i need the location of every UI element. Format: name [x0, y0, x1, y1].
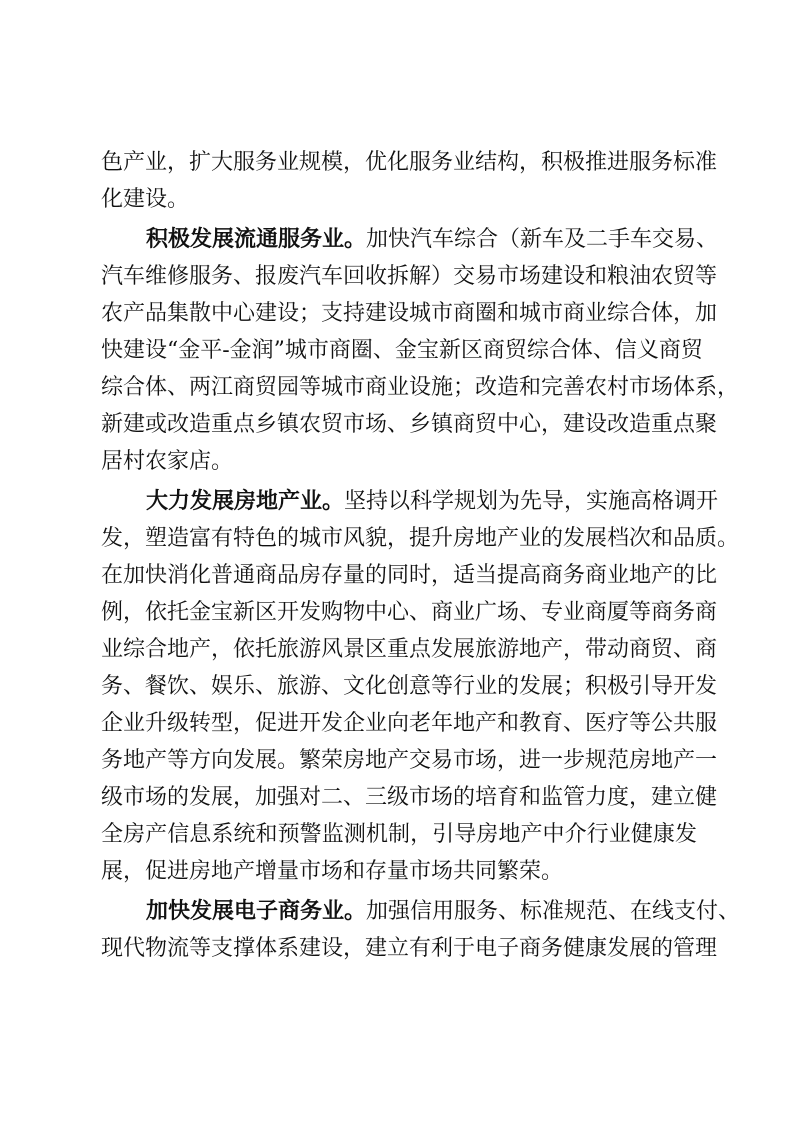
- text-line: 展，促进房地产增量市场和存量市场共同繁荣。: [101, 859, 564, 884]
- text-line: [101, 483, 719, 520]
- text-line: 级市场的发展，加强对二、三级市场的培育和监管力度，建立健: [101, 785, 718, 810]
- paragraph-e-commerce: [101, 893, 741, 967]
- text-line: 发，塑造富有特色的城市风貌，提升房地产业的发展档次和品质。: [101, 526, 740, 551]
- text-line: 快建设“金平-金润”城市商圈、金宝新区商贸综合体、信义商贸: [101, 338, 703, 363]
- text-line: 新建或改造重点乡镇农贸市场、乡镇商贸中心，建设改造重点聚: [101, 412, 718, 437]
- text-line: 务地产等方向发展。繁荣房地产交易市场，进一步规范房地产一: [101, 748, 718, 773]
- text-line: 居村农家店。: [101, 449, 234, 474]
- paragraph-service-standardization: [101, 144, 718, 218]
- text-line: 务、餐饮、娱乐、旅游、文化创意等行业的发展；积极引导开发: [101, 674, 718, 699]
- text-span: 坚持以科学规划为先导，实施高格调开: [344, 489, 719, 514]
- section-heading: 加快发展电子商务业。: [146, 898, 367, 924]
- text-line: 业综合地产，依托旅游风景区重点发展旅游地产，带动商贸、商: [101, 637, 718, 662]
- text-line: 例，依托金宝新区开发购物中心、商业广场、专业商厦等商务商: [101, 600, 718, 625]
- paragraph-circulation-services: [101, 221, 740, 480]
- text-line: 色产业，扩大服务业规模，优化服务业结构，积极推进服务标准: [101, 150, 718, 175]
- text-line: 企业升级转型，促进开发企业向老年地产和教育、医疗等公共服: [101, 711, 718, 736]
- text-line: 综合体、两江商贸园等城市商业设施；改造和完善农村市场体系，: [101, 375, 740, 400]
- text-line: 全房产信息系统和预警监测机制，引导房地产中介行业健康发: [101, 822, 697, 847]
- text-line: 在加快消化普通商品房存量的同时，适当提高商务商业地产的比: [101, 563, 718, 588]
- text-line: 现代物流等支撑体系建设，建立有利于电子商务健康发展的管理: [101, 936, 718, 961]
- paragraph-real-estate: [101, 483, 740, 890]
- text-line: [101, 221, 719, 258]
- text-line: 汽车维修服务、报废汽车回收拆解）交易市场建设和粮油农贸等: [101, 264, 718, 289]
- text-line: 化建设。: [101, 187, 190, 212]
- text-span: 加快汽车综合（新车及二手车交易、: [366, 227, 719, 252]
- section-heading: 大力发展房地产业。: [146, 488, 345, 514]
- section-heading: 积极发展流通服务业。: [146, 226, 367, 252]
- text-line: 农产品集散中心建设；支持建设城市商圈和城市商业综合体，加: [101, 301, 718, 326]
- text-span: 加强信用服务、标准规范、在线支付、: [366, 899, 741, 924]
- text-line: [101, 893, 741, 930]
- document-page: [101, 144, 741, 970]
